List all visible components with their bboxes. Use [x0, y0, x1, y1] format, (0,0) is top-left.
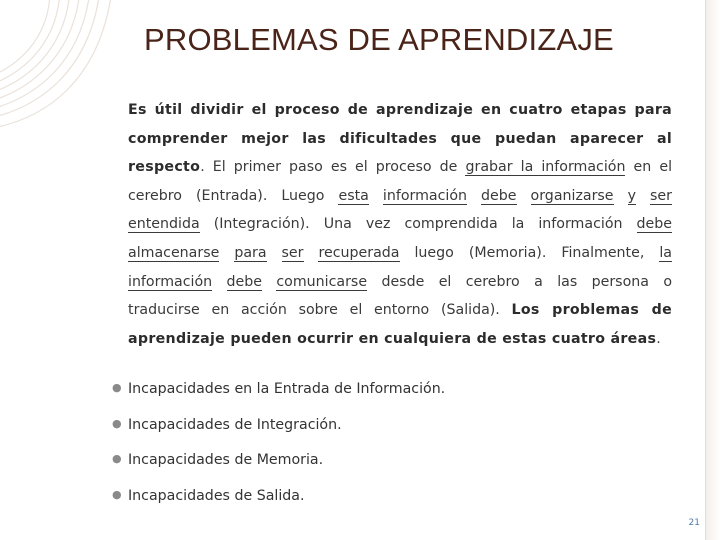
underlined-text: esta: [338, 187, 369, 204]
right-edge-shadow: [706, 0, 720, 540]
corner-ornament: [0, 0, 130, 140]
paragraph-line: [128, 182, 672, 211]
text: luego (Memoria). Finalmente,: [399, 244, 660, 261]
list-item-text: Incapacidades en la Entrada de Información.: [128, 381, 446, 397]
paragraph-line: [128, 210, 672, 239]
text: en el: [625, 159, 673, 176]
list-item-text: Incapacidades de Salida.: [128, 487, 305, 504]
bold-text: aprendizaje pueden ocurrir en cualquiera de estas cuatro áreas: [128, 330, 657, 347]
bullet-icon: ●: [112, 381, 122, 394]
underlined-text: almacenarse: [128, 244, 220, 261]
underlined-text: la: [659, 244, 672, 261]
list-item-text: Incapacidades de Memoria.: [128, 452, 324, 469]
text: .: [656, 330, 661, 347]
underlined-text: ser: [650, 187, 672, 204]
underlined-text: información: [382, 187, 468, 204]
list-item-text: Incapacidades de Integración.: [128, 416, 342, 433]
text: traducirse en acción sobre el entorno (Salida).: [128, 302, 512, 319]
list-item: [112, 381, 672, 417]
underlined-text: debe: [636, 216, 672, 233]
bold-text: respecto: [128, 159, 201, 176]
text: . El primer paso es el proceso de: [200, 159, 466, 176]
slide-title: PROBLEMAS DE APRENDIZAJE: [144, 22, 614, 57]
underlined-text: información: [128, 273, 213, 290]
paragraph-line: [128, 268, 672, 297]
underlined-text: y: [627, 187, 636, 204]
underlined-text: debe: [481, 187, 517, 204]
text: (Integración). Una vez comprendida la información: [199, 216, 637, 233]
bold-text: Los problemas de: [511, 302, 673, 319]
right-edge-rule: [705, 0, 706, 540]
paragraph-line: [128, 96, 672, 125]
paragraph-line: [128, 125, 672, 154]
bullet-icon: ●: [112, 416, 122, 430]
list-item: [112, 417, 672, 453]
bold-text: comprender mejor las dificultades que puedan aparecer al: [128, 130, 672, 147]
list-item: [112, 488, 672, 524]
bold-text: Es útil dividir el proceso de aprendizaje en cuatro etapas para: [128, 102, 672, 118]
paragraph-line: [128, 296, 672, 325]
bullet-icon: ●: [112, 487, 122, 501]
text: desde el cerebro a las persona o: [367, 273, 672, 290]
paragraph-line: [128, 153, 672, 182]
underlined-text: ser: [281, 244, 304, 261]
list-item: [112, 452, 672, 488]
underlined-text: para: [234, 244, 267, 261]
text: cerebro (Entrada). Luego: [128, 187, 339, 204]
underlined-text: organizarse: [530, 187, 614, 204]
paragraph-line: [128, 325, 672, 354]
body-paragraph: [128, 96, 672, 353]
underlined-text: entendida: [128, 216, 200, 233]
underlined-text: grabar la información: [465, 159, 626, 176]
underlined-text: debe: [226, 273, 262, 290]
underlined-text: recuperada: [318, 244, 400, 261]
paragraph-line: [128, 239, 672, 268]
bullet-icon: ●: [112, 452, 122, 466]
underlined-text: comunicarse: [276, 273, 368, 290]
page-number: 21: [688, 518, 700, 528]
bullet-list: [112, 381, 672, 523]
